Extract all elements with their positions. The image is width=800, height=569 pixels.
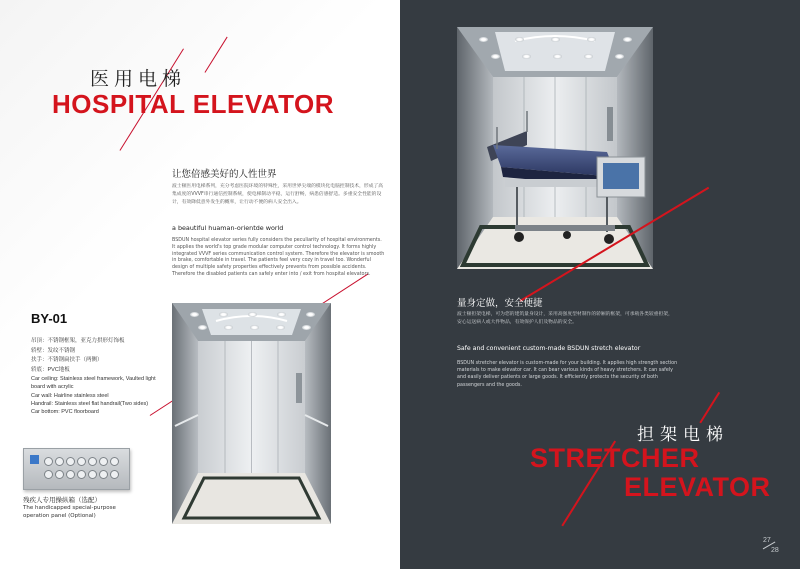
ceiling-lamp-icon [615,54,624,59]
chinese-title: 医用电梯 [90,68,187,90]
ceiling-lamp-icon [248,312,257,317]
chinese-title: 担架电梯 [637,425,729,445]
panel-button-icon [110,457,119,466]
body-text-cn: 波士顿担架电梯，可为您的建筑量身设计，采用高强度型材制作的轿厢的框架，可承载各类较重担架，安心运送病人或大件物品，有效保护人们及物品的安全。 [457,312,673,325]
spec-cn-item: 扶手：不锈钢扁扶手（两侧） [31,357,103,363]
panel-button-icon [88,470,97,479]
specs-en-list [31,375,166,416]
ceiling-lamp-icon [553,54,562,59]
page-number-28: 28 [771,547,779,554]
ceiling-lamp-icon [491,54,500,59]
panel-caption-en: The handicapped special-purpose operation panel (Optional) [23,505,116,519]
panel-button-icon [110,470,119,479]
panel-button-icon [55,457,64,466]
ceiling-lamp-icon [306,312,315,317]
heading-en: Safe and convenient custom-made BSDUN stretch elevator [457,345,641,352]
ceiling-lamp-icon [584,54,593,59]
ceiling-lamp-icon [302,325,311,330]
handicap-panel-photo [23,448,130,490]
heading-cn: 量身定做，安全便捷 [457,298,543,309]
ceiling-lamp-icon [515,37,524,42]
elevator-interior-photo [172,303,331,524]
ceiling-lamp-icon [250,325,259,330]
panel-caption-cn: 残疾人专用操纵箱（选配） [23,496,101,504]
spec-en-item: Handrail: Stainless steel flat handrail(Two sides) [31,400,149,407]
spec-cn-item: 吊顶：不锈钢框架，亚克力拱形灯饰板 [31,338,125,344]
ceiling-lamp-icon [224,325,233,330]
right-page [400,0,800,569]
ceiling-lamp-icon [479,37,488,42]
spec-en-item: Car wall: Hairline stainless steel [31,392,109,399]
intro-text-en: BSDUN hospital elevator series fully considers the peculiarity of hospital environments. It applies the world's top grade modular computer control technology. It forms highly integrated VVVF series communication control system. Therefore the elevator is smooth in brake, comfortable in travel. The patients feel very cozy in travel too. Wonderful design of multiple safety properties effectively prevents from possible accidents. Therefore the disabled patients can safely enter into / exit from hospital elevators. [172,238,385,277]
ceiling-lamp-icon [198,325,207,330]
decorative-line [699,392,719,423]
panel-button-icon [88,457,97,466]
panel-button-icon [99,457,108,466]
intro-heading-cn: 让您倍感美好的人性世界 [172,169,277,180]
spec-cn-item: 轿壁：发纹不锈钢 [31,347,76,354]
ceiling-lamp-icon [522,54,531,59]
ceiling-lamp-icon [587,37,596,42]
panel-button-icon [77,457,86,466]
ceiling-lamp-icon [276,325,285,330]
panel-button-icon [44,470,53,479]
ceiling-lamp-icon [190,312,199,317]
spec-cn-item: 轿底：PVC地板 [31,366,70,373]
ceiling-lamp-icon [623,37,632,42]
ceiling-lamp-icon [277,312,286,317]
panel-button-icon [77,470,86,479]
panel-button-icon [44,457,53,466]
intro-heading-en: a beautiful huaman-orientde world [172,224,284,232]
intro-text-cn: 波士顿医用电梯系列，充分考虑医院环境的特殊性，采用世界尖端的模块化电脑控制技术，形成了高集成度的VVVF串行通信控制系统，使电梯制动平稳，运行舒畅，病患倍感舒适。多重安全性能的设计，有效降低意外发生的概率，让行动不便的病人安全出入。 [172,184,384,205]
english-title: HOSPITAL ELEVATOR [52,89,335,119]
panel-button-icon [99,470,108,479]
specs-cn-list [31,337,166,375]
stretcher-elevator-photo [457,27,653,269]
body-text-en: BSDUN stretcher elevator is custom-made for your building. It applies high strength section materials to make elevator car. It can bear various kinds of heavy stretchers. It can safely and easily deliver patients or large goods. It efficiently protects the security of both passengers and the goods. [457,361,678,388]
model-number: BY-01 [31,311,68,326]
decorative-line [204,37,227,73]
panel-button-icon [66,457,75,466]
page-number-27: 27 [763,537,771,544]
spec-en-item: Car ceiling: Stainless steel framework, Vaulted light board with acrylic [31,376,156,391]
panel-button-icon [66,470,75,479]
spec-en-item: Car bottom: PVC floorboard [31,409,99,416]
panel-button-icon [55,470,64,479]
english-title-line-2: ELEVATOR [624,472,771,502]
english-title-line-1: STRETCHER [530,443,700,473]
ceiling-lamp-icon [219,312,228,317]
accessibility-icon [30,455,39,464]
ceiling-lamp-icon [551,37,560,42]
